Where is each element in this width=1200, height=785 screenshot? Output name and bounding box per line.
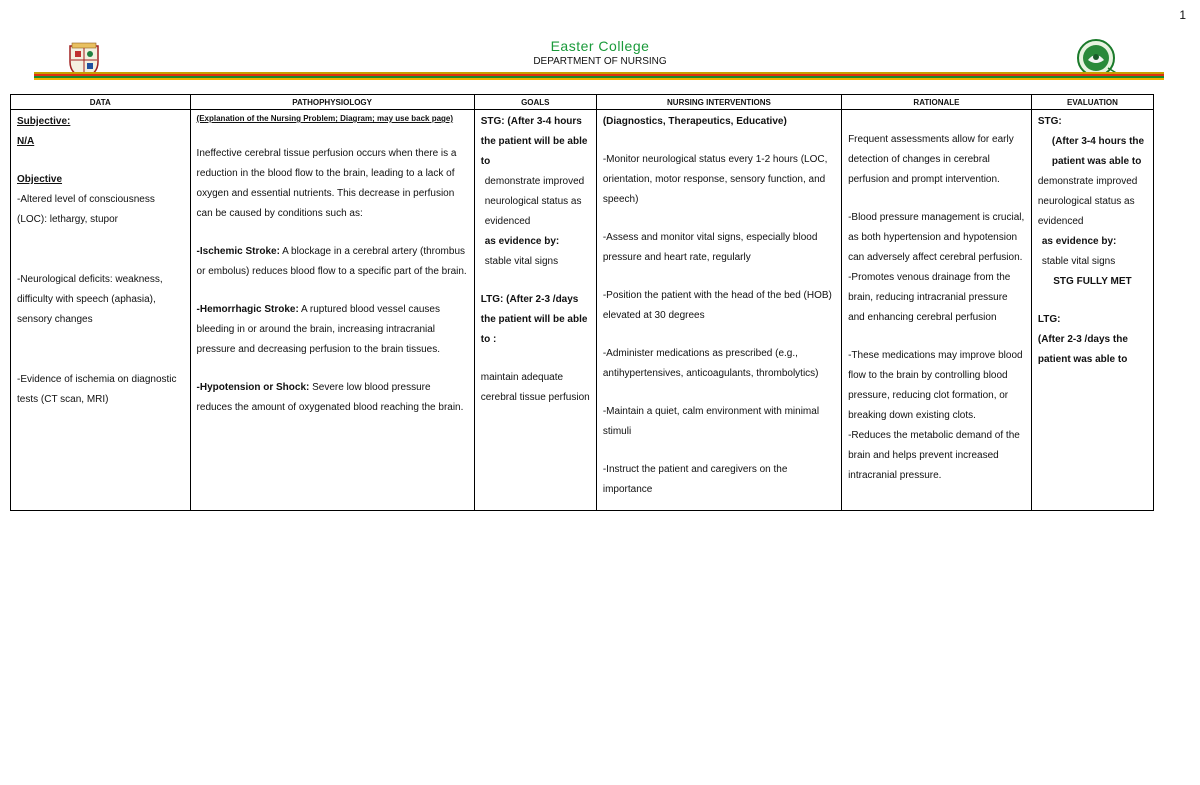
ltg-eval-after: (After 2-3 /days the patient was able to — [1037, 334, 1128, 365]
ltg-eval-label: LTG: — [1037, 314, 1061, 325]
data-cell — [11, 110, 191, 511]
rationale-item: -These medications may improve blood flow to the brain by controlling blood pressure, reducing clot formation, or breaking down existing clots. — [848, 350, 1023, 421]
rationale-item: -Blood pressure management is crucial, as both hypertension and hypotension can adversely affect cerebral perfusion. — [848, 212, 1025, 263]
intervention-item: -Instruct the patient and caregivers on the importance — [602, 464, 788, 495]
ischemic-stroke-text: -Ischemic Stroke: A blockage in a cerebral artery (thrombus or embolus) reduces blood flow to a specific part of the brain. — [196, 246, 467, 277]
table-row — [11, 110, 1154, 511]
ltg-goal-text: maintain adequate cerebral tissue perfusion — [480, 372, 590, 403]
stg-goal-text: demonstrate improved neurological status as evidenced — [484, 176, 585, 227]
rationale-item: -Promotes venous drainage from the brain, reducing intracranial pressure and enhancing cerebral perfusion — [848, 272, 1011, 323]
objective-item: -Neurological deficits: weakness, difficulty with speech (aphasia), sensory changes — [17, 274, 163, 325]
stg-eval-label: STG: — [1037, 116, 1062, 127]
objective-item: -Evidence of ischemia on diagnostic tests (CT scan, MRI) — [17, 374, 177, 405]
subjective-value: N/A — [17, 136, 35, 147]
column-header-pathophysiology: PATHOPHYSIOLOGY — [190, 95, 474, 110]
stg-eval-text: demonstrate improved neurological status as evidenced — [1037, 176, 1138, 227]
hemorrhagic-stroke-label: -Hemorrhagic Stroke: — [196, 304, 299, 315]
evaluation-cell — [1031, 110, 1153, 511]
stg-goal-evidence: as evidence by: — [484, 236, 560, 247]
stg-met-status: STG FULLY MET — [1053, 276, 1132, 287]
table-header-row — [11, 95, 1154, 110]
department-name: DEPARTMENT OF NURSING — [533, 56, 667, 67]
subjective-label: Subjective: — [17, 116, 71, 127]
hemorrhagic-stroke-text: -Hemorrhagic Stroke: A ruptured blood vessel causes bleeding in or around the brain, increasing intracranial pressure and decreasing perfusion to the brain tissues. — [196, 304, 441, 355]
header-stripe — [34, 72, 1164, 80]
page-number: 1 — [1179, 8, 1186, 22]
rationale-item: Frequent assessments allow for early detection of changes in cerebral perfusion and prompt intervention. — [848, 134, 1014, 185]
objective-label: Objective — [17, 174, 63, 185]
interventions-cell — [596, 110, 841, 511]
column-header-data: DATA — [11, 95, 191, 110]
stg-goal-label: STG: (After 3-4 hours the patient will be able to — [480, 116, 588, 167]
objective-item: -Altered level of consciousness (LOC): lethargy, stupor — [17, 194, 155, 225]
hypotension-label: -Hypotension or Shock: — [196, 382, 310, 393]
nursing-care-plan-table — [10, 94, 1154, 511]
rationale-item: -Reduces the metabolic demand of the brain and helps prevent increased intracranial pressure. — [848, 430, 1020, 481]
intervention-item: -Assess and monitor vital signs, especially blood pressure and heart rate, regularly — [602, 232, 818, 263]
column-header-interventions: NURSING INTERVENTIONS — [596, 95, 841, 110]
intervention-item: -Monitor neurological status every 1-2 hours (LOC, orientation, motor response, sensory function, and speech) — [602, 154, 828, 205]
column-header-rationale: RATIONALE — [842, 95, 1032, 110]
ischemic-stroke-label: -Ischemic Stroke: — [196, 246, 280, 257]
stg-eval-evidence: as evidence by: — [1041, 236, 1117, 247]
column-header-evaluation: EVALUATION — [1031, 95, 1153, 110]
column-header-goals: GOALS — [474, 95, 596, 110]
intervention-item: -Maintain a quiet, calm environment with minimal stimuli — [602, 406, 820, 437]
goals-cell — [474, 110, 596, 511]
ltg-goal-label: LTG: (After 2-3 /days the patient will be able to : — [480, 294, 588, 345]
intervention-item: -Position the patient with the head of the bed (HOB) elevated at 30 degrees — [602, 290, 832, 321]
intervention-item: -Administer medications as prescribed (e.g., antihypertensives, anticoagulants, thrombolytics) — [602, 348, 819, 379]
pathophysiology-heading: (Explanation of the Nursing Problem; Diagram; may use back page) — [196, 114, 454, 123]
rationale-cell — [842, 110, 1032, 511]
stg-eval-after: (After 3-4 hours the patient was able to — [1051, 136, 1145, 167]
stg-eval-signs: stable vital signs — [1041, 256, 1116, 267]
pathophysiology-cell — [190, 110, 474, 511]
pathophysiology-intro: Ineffective cerebral tissue perfusion occurs when there is a reduction in the blood flow to the brain, leading to a lack of oxygen and essential nutrients. This decrease in perfusion can be caused by conditions such as: — [196, 148, 457, 219]
stg-goal-signs: stable vital signs — [484, 256, 559, 267]
hypotension-text: -Hypotension or Shock: Severe low blood pressure reduces the amount of oxygenated blood reaching the brain. — [196, 382, 464, 413]
interventions-heading: (Diagnostics, Therapeutics, Educative) — [602, 116, 787, 127]
college-name: Easter College — [550, 38, 650, 54]
